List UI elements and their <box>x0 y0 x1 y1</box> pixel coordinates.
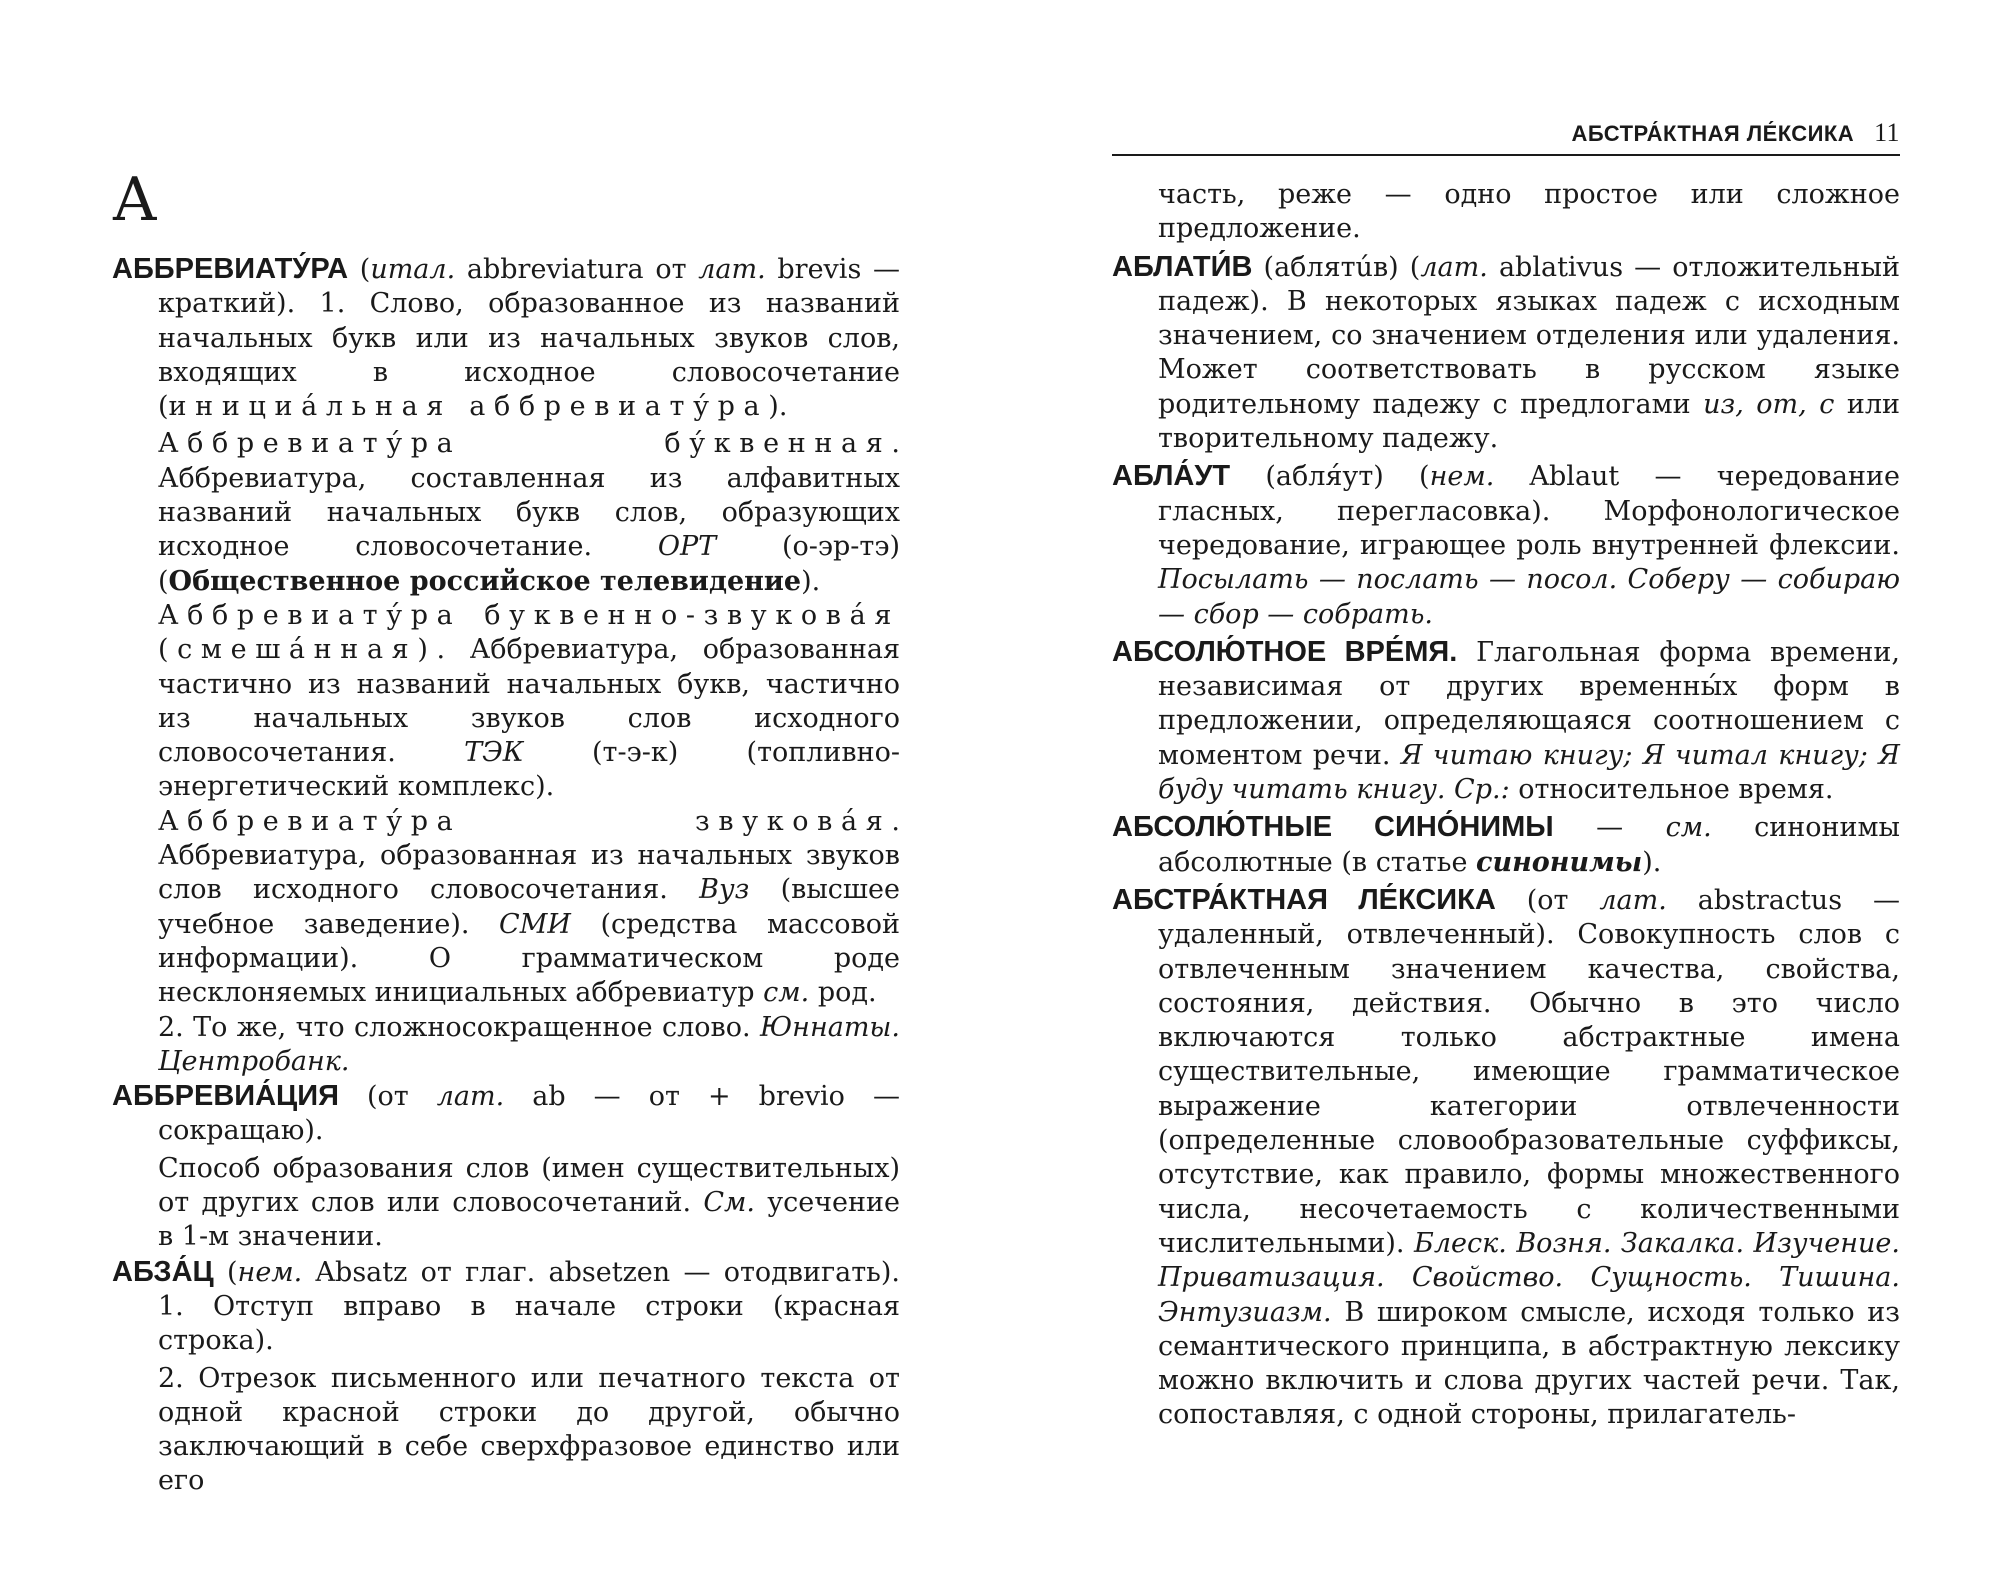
section-letter: А <box>112 165 158 235</box>
entry-absolute-synonyms: АБСОЛЮ́ТНЫЕ СИНО́НИМЫ — см. синонимы абсолютные (в статье синонимы). <box>1112 811 1900 878</box>
headword: АБСОЛЮ́ТНЫЕ СИНО́НИМЫ <box>1112 811 1554 844</box>
header-rule <box>1112 154 1900 156</box>
entry-ablaut: АБЛА́УТ (абля́ут) (нем. Ablaut — чередование гласных, перегласовка). Морфонологическое чередование, играющее роль внутренней флексии. Посылать — послать — посол. Соберу — собираю — сбор — собрать. <box>1112 460 1900 630</box>
right-page <box>1000 0 2000 1586</box>
entry-abbreviatsiya: АББРЕВИА́ЦИЯ (от лат. ab — от + brevio — сокращаю). <box>112 1080 900 1147</box>
subentry: Аббревиату́ра бу́квенная. Аббревиатура, составленная из алфавитных названий начальных букв слов, образующих исходное словосочетание. ОРТ (о-эр-тэ) (Общественное российское телевидение). <box>158 428 900 597</box>
right-column <box>1112 178 1900 1436</box>
subentry: Способ образования слов (имен существительных) от других слов или словосочетаний. См. усечение в 1-м значении. <box>158 1152 900 1253</box>
headword: АБСТРА́КТНАЯ ЛЕ́КСИКА <box>1112 883 1496 916</box>
running-head: АБСТРА́КТНАЯ ЛЕ́КСИКА 11 <box>1571 118 1900 147</box>
entry-abbreviatura: АББРЕВИАТУ́РА (итал. abbreviatura от лат. brevis — краткий). 1. Слово, образованное из названий начальных букв или из начальных звуков слов, входящих в исходное словосочетание (инициа́льная аббревиату́ра). <box>112 253 900 423</box>
continuation: часть, реже — одно простое или сложное предложение. <box>1158 179 1900 245</box>
subentry: 2. То же, что сложносокращенное слово. Юннаты. Центробанк. <box>158 1011 900 1077</box>
left-column <box>112 252 900 1499</box>
entry-abzac: АБЗА́Ц (нем. Absatz от глаг. absetzen — отодвигать). 1. Отступ вправо в начале строки (красная строка). <box>112 1255 901 1357</box>
headword: АББРЕВИА́ЦИЯ <box>112 1080 339 1113</box>
page-number: 11 <box>1874 118 1900 147</box>
headword: АБЛАТИ́В <box>1112 250 1253 283</box>
subentry: 2. Отрезок письменного или печатного текста от одной красной строки до другой, обычно заключающий в себе сверхфразовое единство или его <box>158 1362 900 1497</box>
subentry: Аббревиату́ра звукова́я. Аббревиатура, образованная из начальных звуков слов исходного словосочетания. Вуз (высшее учебное заведение). СМИ (средства массовой информации). О грамматическом роде несклоняемых инициальных аббревиатур см. род. <box>158 805 900 1009</box>
subentry: Аббревиату́ра буквенно-звукова́я (смеша́нная). Аббревиатура, образованная частично из названий начальных букв, частично из начальных звуков слов исходного словосочетания. ТЭК (т-э-к) (топливно-энергетический комплекс). <box>158 599 901 803</box>
headword: АБЛА́УТ <box>1112 460 1231 493</box>
entry-absolute-time: АБСОЛЮ́ТНОЕ ВРЕ́МЯ. Глагольная форма времени, независимая от других временны́х форм в предложении, определяющаяся соотношением с моментом речи. Я читаю книгу; Я читал книгу; Я буду читать книгу. Ср.: относительное время. <box>1112 635 1900 806</box>
headword: АБЗА́Ц <box>112 1255 214 1288</box>
headword: АББРЕВИАТУ́РА <box>112 253 349 285</box>
entry-ablativ: АБЛАТИ́В (аблятúв) (лат. ablativus — отложительный падеж). В некоторых языках падеж с исходным значением, со значением отделения или удаления. Может соответствовать в русском языке родительному падежу с предлогами из, от, с или творительному падежу. <box>1112 250 1900 455</box>
headword: АБСОЛЮ́ТНОЕ ВРЕ́МЯ. <box>1112 635 1458 668</box>
entry-abstract-lexis: АБСТРА́КТНАЯ ЛЕ́КСИКА (от лат. abstractus — удаленный, отвлеченный). Совокупность слов с отвлеченным значением качества, свойства, состояния, действия. Обычно в это число включаются только абстрактные имена существительные, имеющие грамматическое выражение категории отвлеченности (определенные словообразовательные суффиксы, отсутствие, как правило, формы множественного числа, несочетаемость с количественными числительными). Блеск. Возня. Закалка. Изучение. Приватизация. Свойство. Сущность. Тишина. Энтузиазм. В широком смысле, исходя только из семантического принципа, в абстрактную лексику можно включить и слова других частей речи. Так, сопоставляя, с одной стороны, прилагатель- <box>1112 883 1900 1431</box>
